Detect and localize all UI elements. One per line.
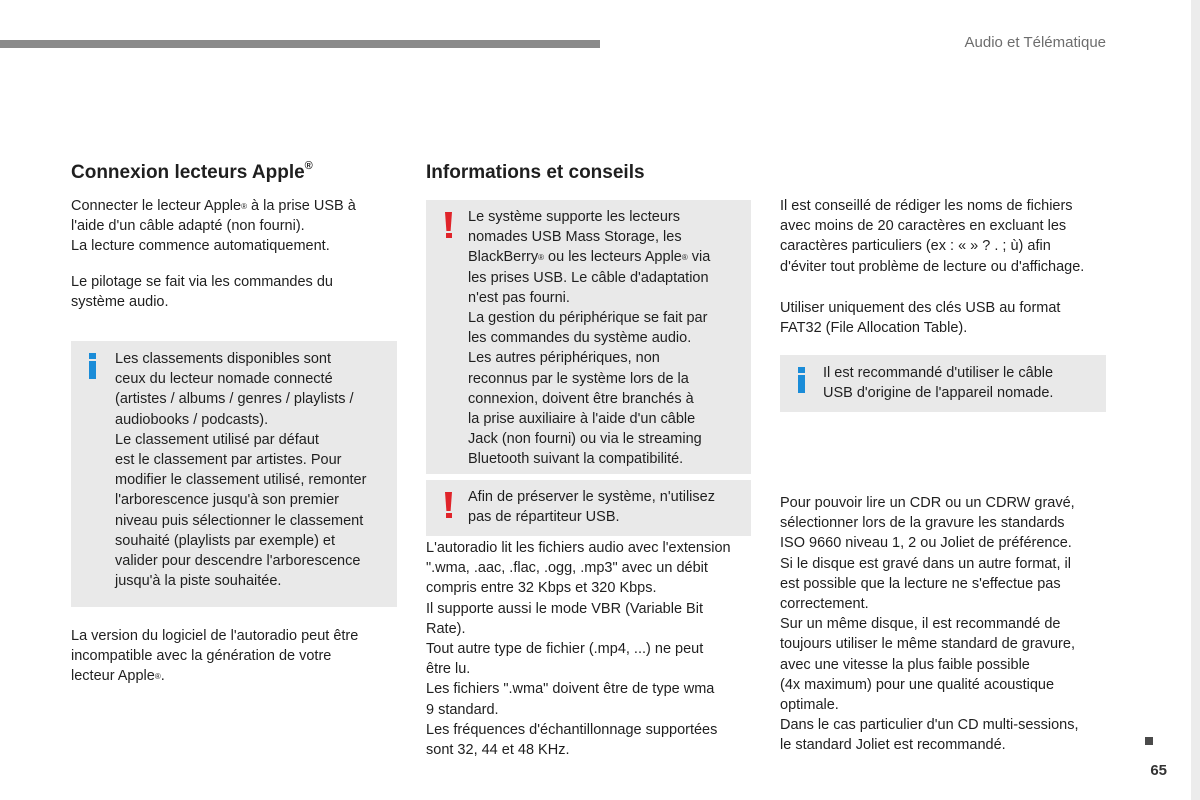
col3-paragraph-1: Il est conseillé de rédiger les noms de fichiers avec moins de 20 caractères en excluant les caractères particuliers (ex : « » ? . ; ù) afin d'éviter tout problème de lecture ou d'affichage. <box>780 198 1085 275</box>
col2-warning-box-2 <box>426 480 751 536</box>
info-icon <box>88 353 97 379</box>
col2-warning-text-1: Le système supporte les lecteurs nomades USB Mass Storage, les BlackBerry® ou les lecteurs Apple® via les prises USB. Le câble d'adaptation n'est pas fourni. La gestion du périphérique se fait par les commandes du système audio. Les autres périphériques, non reconnus par le système lors de la connexion, doivent être branchés à la prise auxiliaire à l'aide d'un câble Jack (non fourni) ou via le streaming Bluetooth suivant la compatibilité. <box>468 209 711 468</box>
col2-title: Informations et conseils <box>426 162 645 183</box>
section-label: Audio et Télématique <box>964 34 1106 51</box>
warning-icon <box>444 492 453 518</box>
col3-info-text: Il est recommandé d'utiliser le câble USB d'origine de l'appareil nomade. <box>823 365 1054 402</box>
col2-warning-text-2: Afin de préserver le système, n'utilisez pas de répartiteur USB. <box>468 489 715 526</box>
info-icon <box>797 367 806 393</box>
col1-info-box <box>71 341 397 607</box>
col3-paragraph-3: Pour pouvoir lire un CDR ou un CDRW gravé, sélectionner lors de la gravure les standards ISO 9660 niveau 1, 2 ou Joliet de préférence. Si le disque est gravé dans un autre format, il est possible que la lecture ne s'effectue pas correctement. Sur un même disque, il est recommandé de toujours utiliser le même standard de gravure, avec une vitesse la plus faible possible (4x maximum) pour une qualité acoustique optimale. Dans le cas particulier d'un CD multi-sessions, le standard Joliet est recommandé. <box>780 495 1079 754</box>
col2-warning-box-1 <box>426 200 751 474</box>
col1-info-text: Les classements disponibles sont ceux du lecteur nomade connecté (artistes / albums / genres / playlists / audiobooks / podcasts). Le classement utilisé par défaut est le classement par artistes. Pour modifier le classement utilisé, remonter l'arborescence jusqu'à son premier niveau puis sélectionner le classement souhaité (playlists par exemple) et valider pour descendre l'arborescence jusqu'à la piste souhaitée. <box>115 351 367 590</box>
col3-paragraph-2: Utiliser uniquement des clés USB au format FAT32 (File Allocation Table). <box>780 300 1061 337</box>
col1-paragraph-2: Le pilotage se fait via les commandes du système audio. <box>71 274 333 311</box>
col1-paragraph-3: La version du logiciel de l'autoradio peut être incompatible avec la génération de votre lecteur Apple®. <box>71 628 359 685</box>
end-of-section-marker <box>1145 737 1153 745</box>
col3-info-box <box>780 355 1106 412</box>
col1-title: Connexion lecteurs Apple® <box>71 160 313 183</box>
page-number: 65 <box>1150 762 1167 779</box>
header-bar <box>0 40 600 48</box>
page-edge-strip <box>1191 0 1200 800</box>
col1-paragraph-1: Connecter le lecteur Apple® à la prise USB à l'aide d'un câble adapté (non fourni). La lecture commence automatiquement. <box>71 198 356 255</box>
col2-body-text: L'autoradio lit les fichiers audio avec l'extension ".wma, .aac, .flac, .ogg, .mp3" avec un débit compris entre 32 Kbps et 320 Kbps. Il supporte aussi le mode VBR (Variable Bit Rate). Tout autre type de fichier (.mp4, ...) ne peut être lu. Les fichiers ".wma" doivent être de type wma 9 standard. Les fréquences d'échantillonnage supportées sont 32, 44 et 48 KHz. <box>426 540 731 759</box>
warning-icon <box>444 212 453 238</box>
